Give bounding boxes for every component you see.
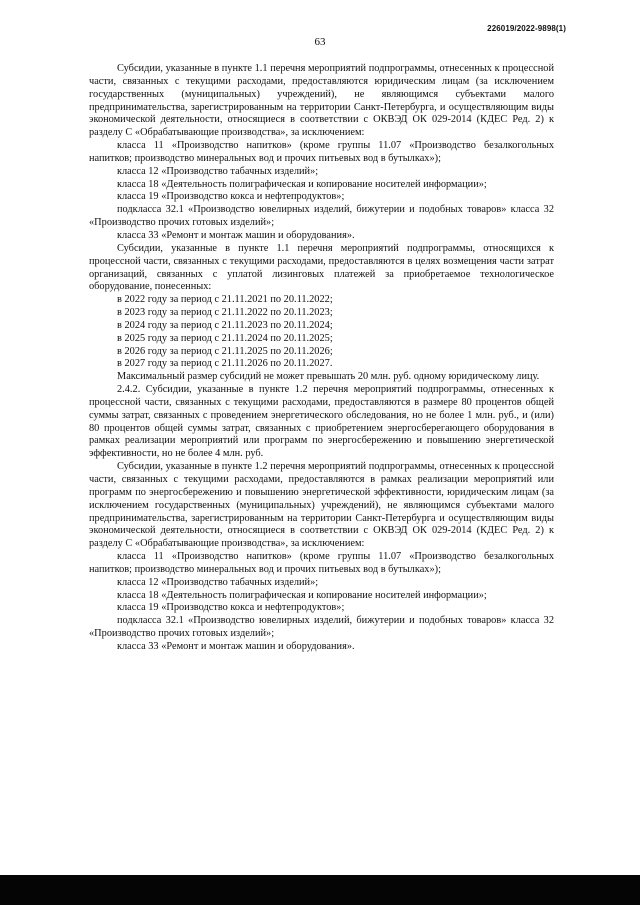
document-id: 226019/2022-9898(1): [487, 24, 566, 33]
paragraph: класса 12 «Производство табачных изделий»;: [117, 165, 319, 177]
paragraph: класса 11 «Производство напитков» (кроме группы 11.07 «Производство безалкогольных напитков; производство минеральных вод и прочих питьевых вод в бутылках»);: [89, 140, 554, 164]
list-item: в 2025 году за период с 21.11.2024 по 20.11.2025;: [117, 332, 333, 344]
list-item: в 2027 году за период с 21.11.2026 по 20.11.2027.: [117, 358, 333, 370]
paragraph: класса 19 «Производство кокса и нефтепродуктов»;: [117, 602, 345, 614]
page-number: 63: [314, 36, 326, 48]
paragraph: класса 18 «Деятельность полиграфическая и копирование носителей информации»;: [117, 589, 487, 601]
paragraph: Максимальный размер субсидий не может превышать 20 млн. руб. одному юридическому лицу.: [117, 371, 540, 383]
paragraph: 2.4.2. Субсидии, указанные в пункте 1.2 перечня мероприятий подпрограммы, отнесенных к процессной части, связанных с текущими расходами, предоставляются в размере 80 процентов общей суммы затрат, связанных с проведением энергетического обследования, но не более 1 млн. руб., и (или) 80 процентов общей суммы затрат, связанных с приобретением энергосберегающего оборудования в рамках реализации мероприятий или программ по энергосбережению и повышению энергетической эффективности, но не более 4 млн. руб.: [89, 384, 554, 460]
paragraph: класса 33 «Ремонт и монтаж машин и оборудования».: [117, 640, 355, 652]
list-item: в 2024 году за период с 21.11.2023 по 20.11.2024;: [117, 319, 333, 331]
paragraph: Субсидии, указанные в пункте 1.2 перечня мероприятий подпрограммы, отнесенных к процессной части, связанных с текущими расходами, предоставляются в рамках реализации мероприятий или программ по энергосбережению и повышению энергетической эффективности, юридическим лицам (за исключением государственных (муниципальных) учреждений), не являющимся субъектами малого предпринимательства, зарегистрированным на территории Санкт-Петербурга и осуществляющим виды экономической деятельности, относящиеся в соответствии с ОКВЭД ОК 029-2014 (КДЕС Ред. 2) к разделу С «Обрабатывающие производства», за исключением:: [89, 461, 554, 550]
list-item: в 2022 году за период с 21.11.2021 по 20.11.2022;: [117, 294, 333, 306]
list-item: в 2026 году за период с 21.11.2025 по 20.11.2026;: [117, 345, 333, 357]
paragraph: подкласса 32.1 «Производство ювелирных изделий, бижутерии и подобных товаров» класса 32 «Производство прочих готовых изделий»;: [89, 615, 554, 640]
paragraph: класса 18 «Деятельность полиграфическая и копирование носителей информации»;: [117, 178, 487, 190]
paragraph: подкласса 32.1 «Производство ювелирных изделий, бижутерии и подобных товаров» класса 32 «Производство прочих готовых изделий»;: [89, 204, 554, 229]
scan-bottom-border: [0, 875, 640, 905]
paragraph: Субсидии, указанные в пункте 1.1 перечня мероприятий подпрограммы, отнесенных к процессной части, связанных с текущими расходами, предоставляются юридическим лицам (за исключением государственных (муниципальных) учреждений), не являющимся субъектами малого предпринимательства, зарегистрированным на территории Санкт-Петербурга, и осуществляющим виды экономической деятельности, относящиеся в соответствии с ОКВЭД ОК 029-2014 (КДЕС Ред. 2) к разделу С «Обрабатывающие производства», за исключением:: [89, 63, 554, 139]
paragraph: класса 12 «Производство табачных изделий»;: [117, 576, 319, 588]
list-item: в 2023 году за период с 21.11.2022 по 20.11.2023;: [117, 307, 333, 319]
paragraph: класса 11 «Производство напитков» (кроме группы 11.07 «Производство безалкогольных напитков; производство минеральных вод и прочих питьевых вод в бутылках»);: [89, 551, 554, 575]
paragraph: класса 19 «Производство кокса и нефтепродуктов»;: [117, 191, 345, 203]
paragraph: класса 33 «Ремонт и монтаж машин и оборудования».: [117, 229, 355, 241]
paragraph: Субсидии, указанные в пункте 1.1 перечня мероприятий подпрограммы, относящихся к процессной части, связанных с текущими расходами, предоставляются в целях возмещения части затрат организаций, связанных с уплатой лизинговых платежей за приобретаемое технологическое оборудование, понесенных:: [89, 242, 554, 293]
document-body: [89, 63, 554, 654]
